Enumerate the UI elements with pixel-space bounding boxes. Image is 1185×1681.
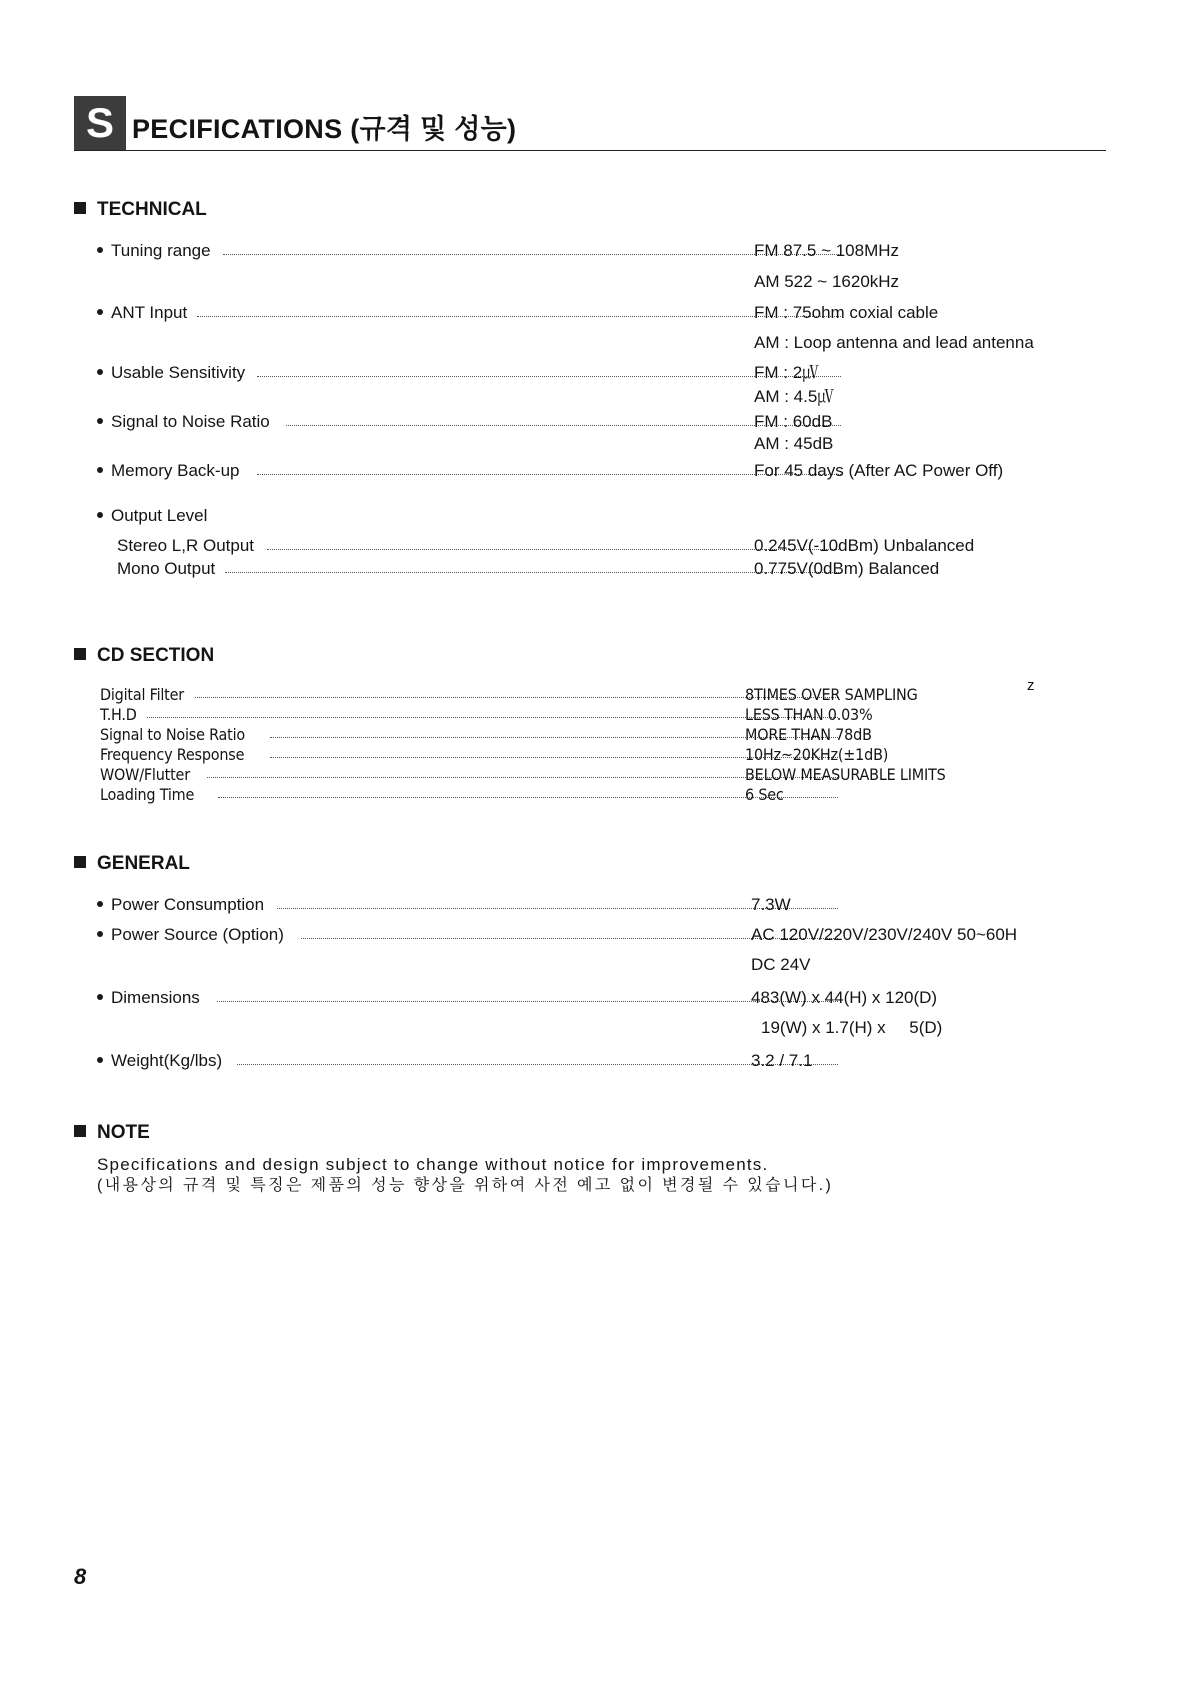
spec-row xyxy=(100,685,1000,704)
spec-row xyxy=(97,461,1047,481)
spec-row xyxy=(97,988,1047,1008)
spec-row xyxy=(97,434,1047,454)
note-heading: NOTE xyxy=(74,1122,150,1144)
spec-value: AM : Loop antenna and lead antenna xyxy=(754,333,1034,352)
technical-heading: TECHNICAL xyxy=(74,199,207,221)
note-text-korean: (내용상의 규격 및 특징은 제품의 성능 향상을 위하여 사전 예고 없이 변경될 수 있습니다.) xyxy=(97,1177,834,1194)
spec-label: ANT Input xyxy=(111,303,188,322)
dot-leader xyxy=(197,316,841,317)
spec-row xyxy=(117,559,1047,579)
bullet-icon xyxy=(97,512,103,518)
spec-label: Tuning range xyxy=(111,241,211,260)
bullet-icon xyxy=(97,369,103,375)
page-number: 8 xyxy=(74,1564,87,1589)
spec-row xyxy=(97,387,1047,407)
spec-row xyxy=(97,506,1047,526)
spec-row xyxy=(97,955,1047,975)
spec-value: 8TIMES OVER SAMPLING xyxy=(745,685,918,704)
bullet-icon xyxy=(97,309,103,315)
spec-label: Digital Filter xyxy=(100,685,184,704)
square-bullet-icon xyxy=(74,648,86,660)
dot-leader xyxy=(195,697,838,698)
spec-row xyxy=(100,725,1000,744)
spec-row xyxy=(97,925,1047,945)
spec-label: Frequency Response xyxy=(100,745,245,764)
square-bullet-icon xyxy=(74,856,86,868)
spec-label: Signal to Noise Ratio xyxy=(100,725,246,744)
spec-label: Loading Time xyxy=(100,785,195,804)
spec-value: 483(W) x 44(H) x 120(D) xyxy=(751,988,938,1007)
dot-leader xyxy=(237,1064,838,1065)
spec-value: 6 Sec xyxy=(745,785,784,804)
spec-value: AC 120V/220V/230V/240V 50~60H xyxy=(751,925,1018,944)
spec-label: Power Consumption xyxy=(111,895,265,914)
spec-row xyxy=(100,785,1000,804)
spec-value: 3.2 / 7.1 xyxy=(751,1051,813,1070)
spec-value: FM : 2㎶ xyxy=(754,363,820,382)
spec-value: AM : 45dB xyxy=(754,434,834,453)
spec-row xyxy=(97,363,1047,383)
square-bullet-icon xyxy=(74,1125,86,1137)
spec-label: WOW/Flutter xyxy=(100,765,190,784)
spec-row xyxy=(97,303,1047,323)
spec-value: 0.775V(0dBm) Balanced xyxy=(754,559,940,578)
bullet-icon xyxy=(97,931,103,937)
spec-value: BELOW MEASURABLE LIMITS xyxy=(745,765,946,784)
square-bullet-icon xyxy=(74,202,86,214)
spec-row xyxy=(97,412,1047,432)
bullet-icon xyxy=(97,901,103,907)
dot-leader xyxy=(225,572,841,573)
spec-value: AM : 4.5㎶ xyxy=(754,387,835,406)
spec-row xyxy=(97,241,1047,261)
spec-value: MORE THAN 78dB xyxy=(745,725,872,744)
title-initial-block: S xyxy=(74,96,126,150)
spec-row xyxy=(97,1051,1047,1071)
spec-value: 0.245V(-10dBm) Unbalanced xyxy=(754,536,975,555)
spec-label: Usable Sensitivity xyxy=(111,363,246,382)
note-text-english: Specifications and design subject to change without notice for improvements. xyxy=(97,1155,769,1174)
spec-label: Mono Output xyxy=(117,559,216,578)
bullet-icon xyxy=(97,247,103,253)
spec-row xyxy=(100,765,1000,784)
spec-label: Memory Back-up xyxy=(111,461,240,480)
spec-value: FM : 75ohm coxial cable xyxy=(754,303,939,322)
spec-row xyxy=(97,1018,1047,1038)
spec-label: Signal to Noise Ratio xyxy=(111,412,270,431)
spec-row xyxy=(97,333,1047,353)
spec-value: FM 87.5 ~ 108MHz xyxy=(754,241,900,260)
spec-value: FM : 60dB xyxy=(754,412,833,431)
page-title xyxy=(74,96,1106,151)
dot-leader xyxy=(223,254,841,255)
spec-row xyxy=(97,895,1047,915)
spec-value: 19(W) x 1.7(H) x 5(D) xyxy=(761,1018,943,1037)
spec-row xyxy=(100,705,1000,724)
general-heading: GENERAL xyxy=(74,853,190,875)
spec-value: AM 522 ~ 1620kHz xyxy=(754,272,900,291)
spec-label: Dimensions xyxy=(111,988,200,1007)
spec-value: 10Hz~20KHz(±1dB) xyxy=(745,745,889,764)
bullet-icon xyxy=(97,418,103,424)
cd-section-heading: CD SECTION xyxy=(74,645,214,667)
dot-leader xyxy=(217,1001,838,1002)
bullet-icon xyxy=(97,1057,103,1063)
bullet-icon xyxy=(97,467,103,473)
spec-label: T.H.D xyxy=(100,705,137,724)
spec-label: Stereo L,R Output xyxy=(117,536,255,555)
spec-value: DC 24V xyxy=(751,955,811,974)
spec-value: 7.3W xyxy=(751,895,791,914)
spec-label: Weight(Kg/lbs) xyxy=(111,1051,223,1070)
title-text: PECIFICATIONS (규격 및 성능) xyxy=(132,114,517,144)
spec-row xyxy=(100,745,1000,764)
dot-leader xyxy=(147,717,838,718)
dot-leader xyxy=(207,777,838,778)
spec-value: For 45 days (After AC Power Off) xyxy=(754,461,1004,480)
spec-row xyxy=(97,272,1047,292)
spec-value: LESS THAN 0.03% xyxy=(745,705,873,724)
bullet-icon xyxy=(97,994,103,1000)
stray-mark: z xyxy=(1027,677,1035,694)
spec-label: Power Source (Option) xyxy=(111,925,284,944)
spec-label: Output Level xyxy=(111,506,208,525)
spec-row xyxy=(117,536,1047,556)
